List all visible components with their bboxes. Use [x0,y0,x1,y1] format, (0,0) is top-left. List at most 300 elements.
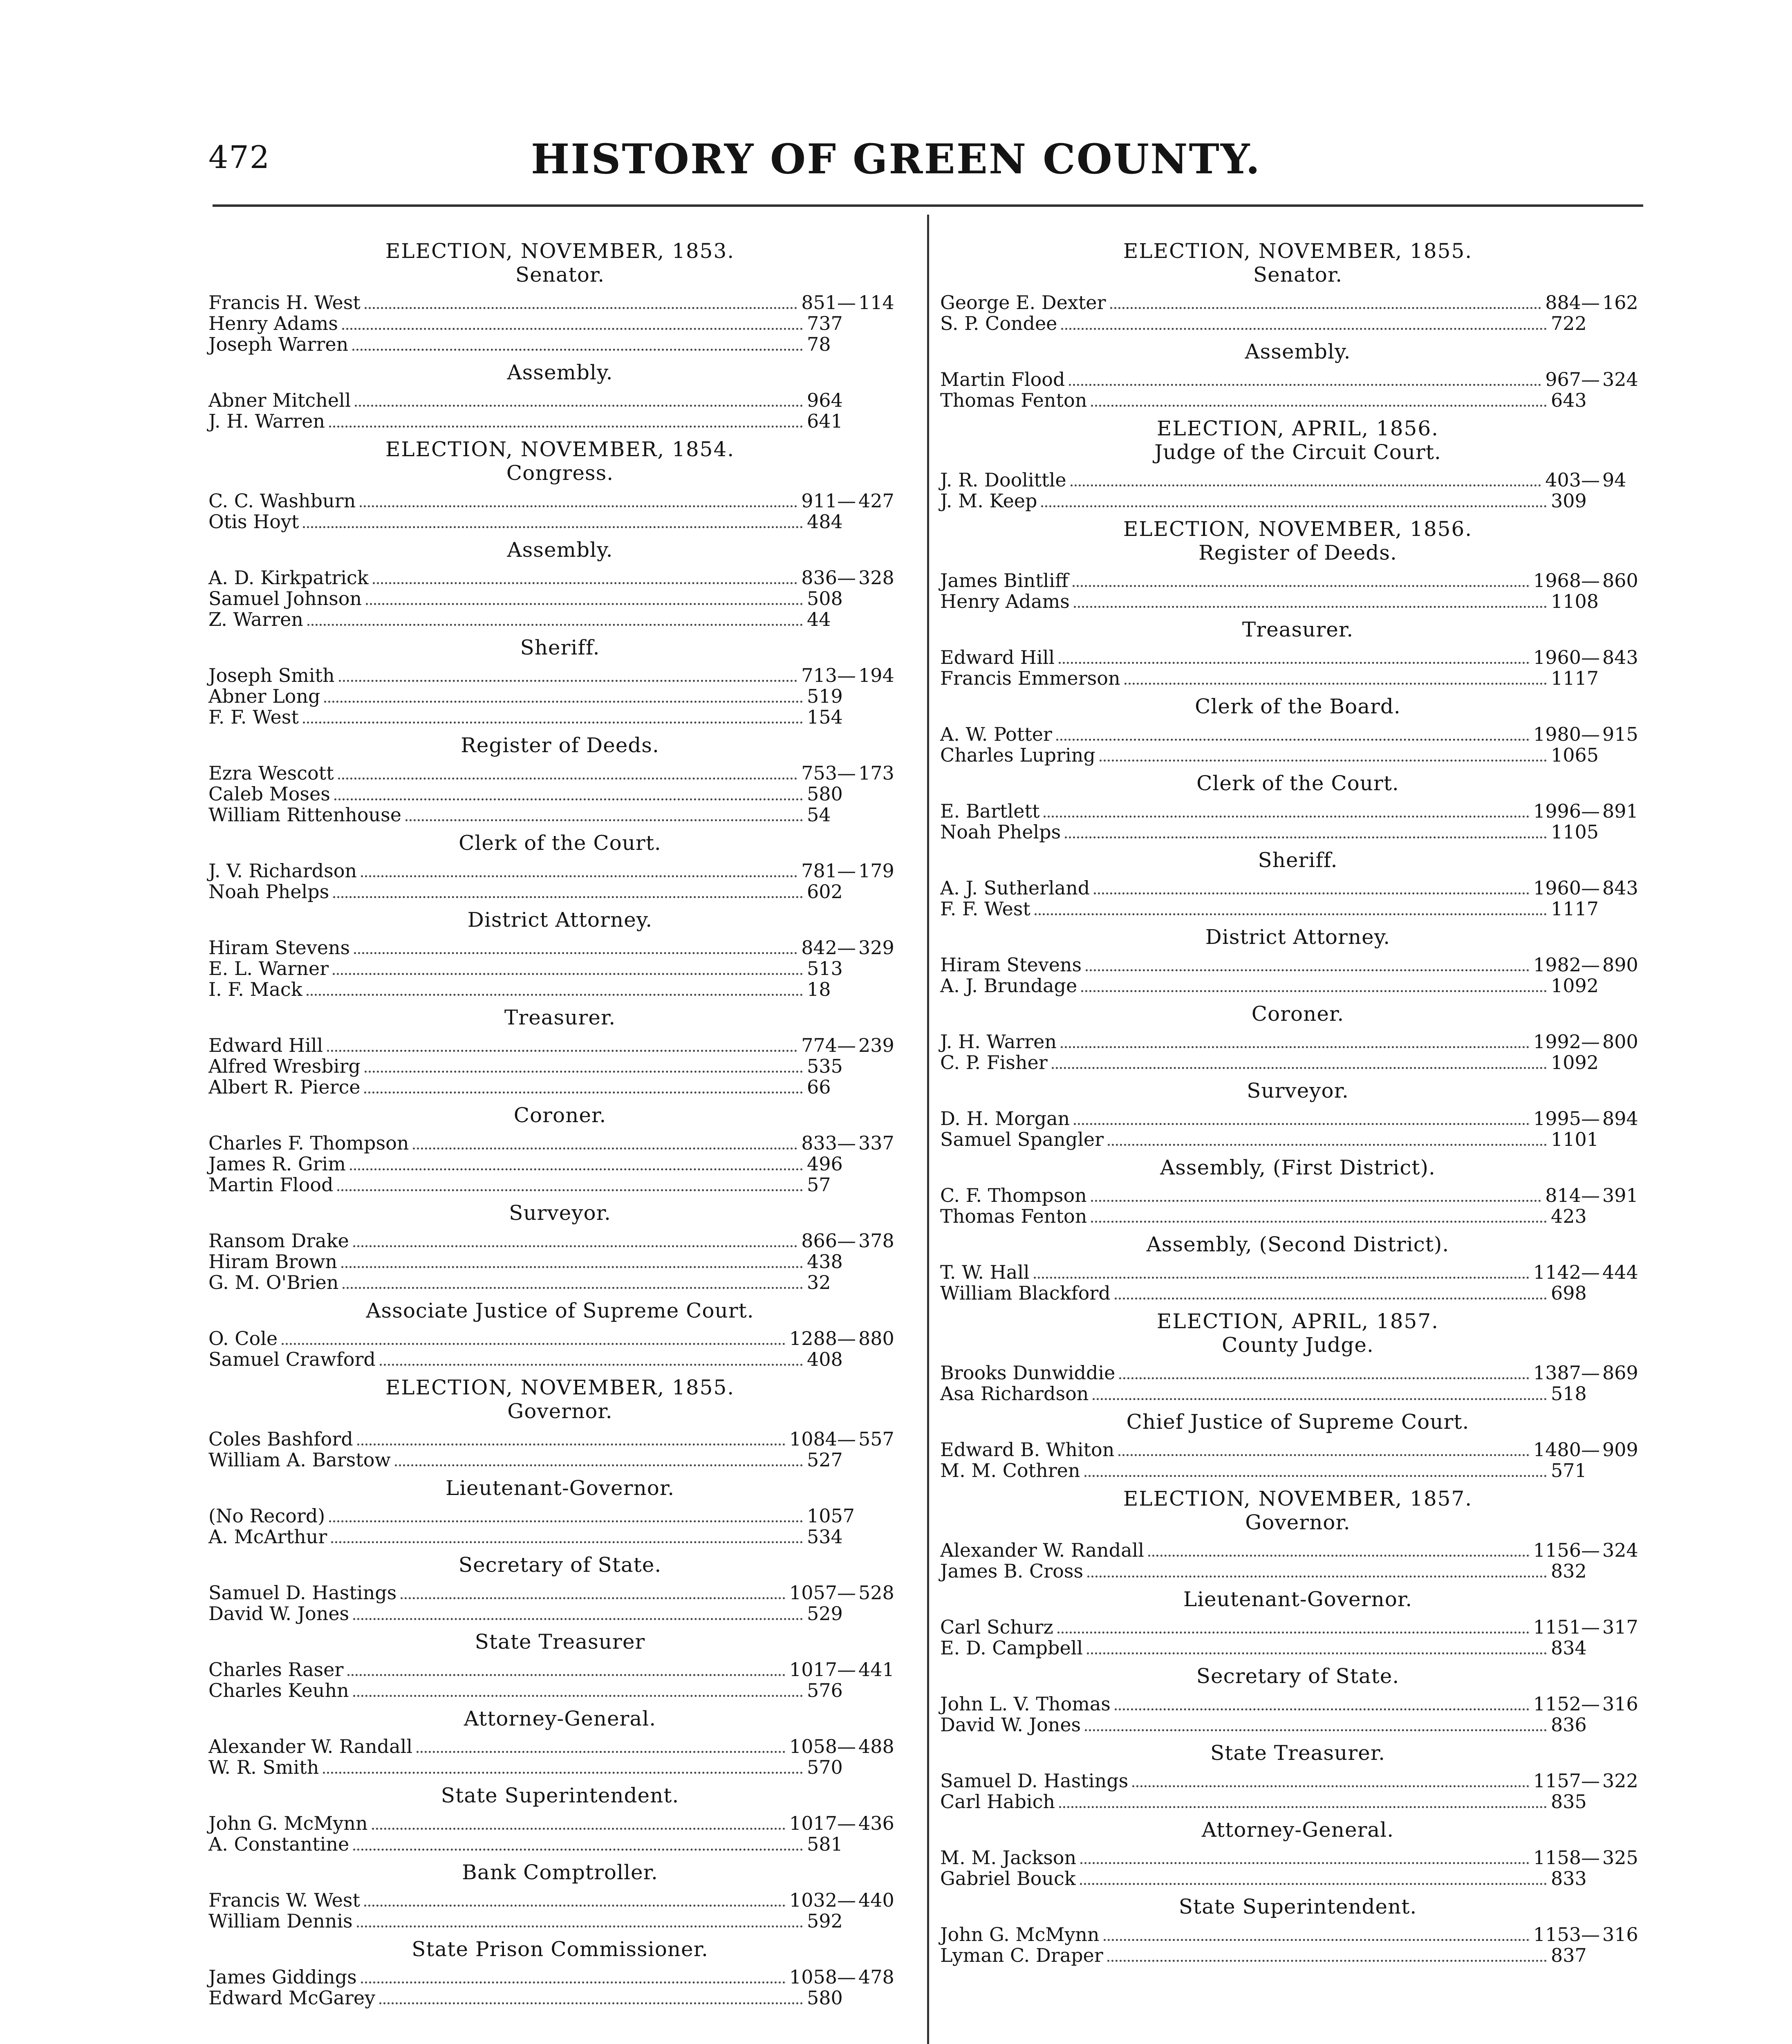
vote-count: 753— [801,762,856,784]
vote-count: 518 [1551,1383,1587,1405]
dot-leader [282,1337,785,1345]
majority-count: 441 [858,1659,894,1681]
candidate-row [940,1108,1655,1129]
candidate-name: James Bintliff [940,569,1068,592]
candidate-name: Samuel D. Hastings [940,1770,1129,1792]
office-heading: Coroner. [1251,1002,1344,1026]
election-heading: ELECTION, NOVEMBER, 1857. [1123,1487,1473,1511]
candidate-name: Carl Habich [940,1791,1055,1813]
dot-leader [1110,301,1541,309]
office-heading: Sheriff. [1258,848,1338,872]
vote-count: 866— [801,1230,856,1252]
candidate-row [208,937,912,958]
candidate-name: Francis W. West [208,1889,360,1911]
vote-count: 1156— [1533,1539,1600,1561]
dot-leader [303,716,803,724]
vote-count: 737 [807,312,843,334]
candidate-name: A. Constantine [208,1833,349,1855]
dot-leader [361,870,797,877]
vote-count: 1117 [1551,667,1599,689]
candidate-row [940,570,1655,591]
vote-count: 835 [1551,1791,1587,1813]
candidate-row [940,647,1655,668]
candidate-row [208,707,912,728]
candidate-row [940,1924,1655,1945]
candidate-name: Joseph Warren [208,333,349,355]
vote-count: 408 [807,1348,843,1370]
vote-count: 1108 [1551,590,1599,612]
vote-count: 1996— [1533,800,1600,822]
vote-count: 1152— [1533,1693,1600,1715]
dot-leader [347,1668,785,1676]
dot-leader [353,1239,797,1247]
candidate-name: Alexander W. Randall [940,1539,1144,1561]
dot-leader [401,1591,785,1599]
candidate-row [940,899,1655,919]
candidate-name: David W. Jones [940,1714,1081,1736]
vote-count: 837 [1551,1944,1587,1966]
candidate-name: James R. Grim [208,1153,346,1175]
office-heading: Surveyor. [1247,1079,1349,1103]
dot-leader [338,772,797,780]
office-heading: Judge of the Circuit Court. [1154,440,1441,464]
candidate-row [208,665,912,686]
candidate-row [940,1868,1655,1889]
candidate-row [940,1262,1655,1283]
majority-count: 378 [858,1230,894,1252]
candidate-name: I. F. Mack [208,978,302,1000]
dot-leader [395,1459,803,1466]
candidate-row [208,1659,912,1680]
candidate-name: Edward Hill [208,1034,323,1056]
candidate-name: J. H. Warren [208,410,325,432]
candidate-name: Abner Long [208,685,320,707]
candidate-row [208,1680,912,1701]
dot-leader [1041,500,1547,507]
candidate-row [940,1383,1655,1404]
vote-count: 1057 [807,1505,855,1527]
dot-leader [1119,1372,1529,1379]
dot-leader [379,1997,803,2004]
vote-count: 44 [807,608,831,630]
candidate-name: Ransom Drake [208,1230,349,1252]
vote-count: 1982— [1533,954,1600,976]
candidate-row [940,1460,1655,1481]
vote-count: 781— [801,860,856,882]
office-heading: Clerk of the Board. [1195,695,1401,718]
office-heading: State Prison Commissioner. [412,1937,708,1961]
candidate-row [208,1133,912,1154]
majority-count: 325 [1602,1847,1638,1869]
majority-count: 239 [858,1034,894,1056]
candidate-row [208,313,912,334]
vote-count: 592 [807,1910,843,1932]
candidate-row [208,1429,912,1450]
candidate-row [208,1056,912,1077]
candidate-name: Alexander W. Randall [208,1735,412,1757]
candidate-name: J. R. Doolittle [940,469,1066,491]
candidate-name: James B. Cross [940,1560,1084,1582]
office-heading: Assembly. [507,361,613,384]
dot-leader [1091,399,1547,407]
majority-count: 488 [858,1735,894,1757]
candidate-name: M. M. Cothren [940,1459,1080,1481]
vote-count: 836— [801,567,856,589]
candidate-row [208,390,912,411]
dot-leader [337,1183,803,1191]
candidate-row [208,511,912,532]
majority-count: 909 [1602,1439,1638,1461]
candidate-name: John L. V. Thomas [940,1693,1111,1715]
office-heading: Senator. [515,263,605,287]
majority-count: 316 [1602,1693,1638,1715]
majority-count: 557 [858,1428,894,1450]
candidate-row [940,745,1655,766]
candidate-name: Charles F. Thompson [208,1132,409,1154]
dot-leader [372,1822,785,1830]
vote-count: 576 [807,1679,843,1701]
candidate-name: Samuel Spangler [940,1128,1104,1150]
candidate-row [208,1506,912,1526]
candidate-row [208,979,912,1000]
election-heading: ELECTION, NOVEMBER, 1855. [385,1376,735,1399]
candidate-name: William Blackford [940,1282,1111,1304]
majority-count: 843 [1602,646,1638,668]
office-heading: State Superintendent. [1178,1895,1417,1918]
vote-count: 967— [1545,368,1600,390]
office-heading: Treasurer. [1242,618,1354,641]
candidate-row [208,1450,912,1470]
vote-count: 1017— [789,1659,856,1681]
dot-leader [417,1745,785,1753]
dot-leader [361,1976,785,1983]
candidate-row [208,588,912,609]
candidate-row [940,1561,1655,1582]
office-heading: Treasurer. [504,1006,616,1029]
majority-count: 800 [1602,1031,1638,1053]
candidate-name: Hiram Stevens [208,937,350,959]
vote-count: 1065 [1551,744,1599,766]
office-heading: Assembly, (Second District). [1146,1233,1449,1256]
candidate-name: Edward B. Whiton [940,1439,1115,1461]
candidate-name: George E. Dexter [940,291,1106,314]
dot-leader [1091,1194,1541,1202]
candidate-row [208,763,912,784]
vote-count: 484 [807,511,843,533]
dot-leader [1044,810,1529,818]
candidate-row [940,470,1655,491]
dot-leader [1035,908,1547,915]
candidate-row [208,1603,912,1624]
candidate-row [208,1813,912,1834]
office-heading: Attorney-General. [1201,1818,1394,1842]
dot-leader [353,1689,803,1697]
candidate-name: Asa Richardson [940,1383,1089,1405]
dot-leader [413,1142,797,1150]
candidate-row [208,861,912,881]
candidate-name: C. C. Washburn [208,490,356,512]
office-heading: Assembly, (First District). [1160,1156,1436,1179]
vote-count: 1032— [789,1889,856,1911]
dot-leader [1080,1856,1529,1864]
candidate-name: Albert R. Pierce [208,1076,361,1098]
candidate-row [208,881,912,902]
dot-leader [1081,984,1547,992]
office-heading: State Treasurer [475,1630,645,1654]
candidate-row [208,958,912,979]
dot-leader [352,343,803,351]
majority-count: 173 [858,762,894,784]
election-heading: ELECTION, NOVEMBER, 1855. [1123,239,1473,263]
election-heading: ELECTION, NOVEMBER, 1854. [385,437,735,461]
vote-count: 513 [807,957,843,979]
candidate-name: Otis Hoyt [208,511,299,533]
majority-count: 316 [1602,1923,1638,1945]
dot-leader [331,1535,803,1543]
dot-leader [1052,1061,1547,1069]
candidate-name: Alfred Wresbirg [208,1055,361,1077]
candidate-row [208,1349,912,1370]
office-heading: Attorney-General. [464,1707,656,1730]
vote-count: 508 [807,587,843,610]
candidate-name: Samuel Johnson [208,587,362,610]
dot-leader [1061,322,1547,330]
dot-leader [1094,887,1529,894]
candidate-row [940,1439,1655,1460]
dot-leader [1080,1877,1547,1885]
candidate-name: Ezra Wescott [208,762,334,784]
election-heading: ELECTION, NOVEMBER, 1853. [385,239,735,263]
vote-count: 1995— [1533,1107,1600,1130]
candidate-name: Carl Schurz [940,1616,1053,1638]
office-heading: Coroner. [513,1103,607,1127]
candidate-name: Noah Phelps [940,821,1061,843]
right-column [940,239,1655,1966]
majority-count: 890 [1602,954,1638,976]
vote-count: 580 [807,783,843,805]
dot-leader [1059,1800,1547,1808]
vote-count: 1058— [789,1966,856,1988]
majority-count: 915 [1602,723,1638,745]
dot-leader [350,1163,803,1170]
candidate-name: G. M. O'Brien [208,1271,339,1293]
office-heading: Secretary of State. [1196,1664,1400,1688]
candidate-name: Lyman C. Draper [940,1944,1103,1966]
candidate-name: J. H. Warren [940,1031,1057,1053]
majority-count: 391 [1602,1184,1638,1206]
vote-count: 423 [1551,1205,1587,1227]
dot-leader [1084,1469,1547,1477]
election-heading: ELECTION, NOVEMBER, 1856. [1123,517,1473,541]
vote-count: 534 [807,1526,843,1548]
dot-leader [333,967,803,975]
candidate-name: William Rittenhouse [208,804,401,826]
candidate-name: A. J. Brundage [940,975,1077,997]
candidate-row [940,1617,1655,1638]
candidate-row [940,1283,1655,1304]
vote-count: 1480— [1533,1439,1600,1461]
candidate-row [940,1771,1655,1791]
vote-count: 581 [807,1833,843,1855]
candidate-name: C. P. Fisher [940,1051,1048,1074]
dot-leader [1074,600,1547,608]
candidate-name: Noah Phelps [208,881,329,903]
candidate-row [208,1834,912,1855]
candidate-name: John G. McMynn [208,1812,368,1834]
vote-count: 602 [807,881,843,903]
candidate-row [208,567,912,588]
vote-count: 570 [807,1756,843,1778]
candidate-row [940,1363,1655,1383]
dot-leader [1087,1647,1547,1654]
candidate-row [940,822,1655,843]
vote-count: 571 [1551,1459,1587,1481]
majority-count: 894 [1602,1107,1638,1130]
left-column [208,239,912,2008]
candidate-row [940,369,1655,390]
candidate-name: Coles Bashford [208,1428,353,1450]
vote-count: 643 [1551,389,1587,411]
vote-count: 833 [1551,1867,1587,1889]
majority-count: 444 [1602,1261,1638,1283]
candidate-name: M. M. Jackson [940,1847,1077,1869]
candidate-row [940,1540,1655,1561]
dot-leader [366,597,803,605]
vote-count: 309 [1551,490,1587,512]
candidate-row [940,1052,1655,1073]
majority-count: 194 [858,664,894,686]
candidate-name: Martin Flood [208,1174,334,1196]
candidate-name: A. McArthur [208,1526,327,1548]
candidate-row [208,1582,912,1603]
majority-count: 324 [1602,368,1638,390]
dot-leader [380,1358,803,1366]
candidate-row [940,801,1655,822]
candidate-name: Gabriel Bouck [940,1867,1076,1889]
vote-count: 884— [1545,291,1600,314]
dot-leader [1034,1271,1529,1279]
dot-leader [1124,677,1547,685]
candidate-name: John G. McMynn [940,1923,1100,1945]
dot-leader [1057,1626,1529,1634]
office-heading: Assembly. [507,538,613,562]
office-heading: District Attorney. [1205,925,1391,949]
office-heading: Associate Justice of Supreme Court. [366,1299,754,1322]
majority-count: 427 [858,490,894,512]
vote-count: 527 [807,1449,843,1471]
dot-leader [1093,1392,1547,1400]
candidate-name: Hiram Brown [208,1251,337,1273]
vote-count: 438 [807,1251,843,1273]
candidate-name: Henry Adams [940,590,1070,612]
vote-count: 1968— [1533,569,1600,592]
office-heading: Lieutenant-Governor. [445,1476,675,1500]
office-heading: Secretary of State. [458,1553,662,1577]
candidate-row [208,686,912,707]
candidate-row [940,313,1655,334]
candidate-name: Caleb Moses [208,783,330,805]
candidate-row [208,1890,912,1911]
majority-count: 869 [1602,1362,1638,1384]
dot-leader [1118,1448,1529,1456]
vote-count: 1288— [789,1327,856,1349]
office-heading: Governor. [1245,1511,1351,1534]
candidate-row [208,1988,912,2008]
dot-leader [334,793,803,800]
majority-count: 324 [1602,1539,1638,1561]
candidate-row [940,975,1655,996]
dot-leader [353,1612,803,1620]
dot-leader [1056,733,1529,741]
vote-count: 1158— [1533,1847,1600,1869]
page-header [0,135,1792,184]
dot-leader [1107,1954,1547,1962]
candidate-name: Abner Mitchell [208,389,351,411]
vote-count: 964 [807,389,843,411]
vote-count: 851— [801,291,856,314]
candidate-name: Joseph Smith [208,664,335,686]
dot-leader [1087,1570,1547,1578]
dot-leader [1071,479,1541,486]
dot-leader [1074,1117,1529,1125]
vote-count: 842— [801,937,856,959]
candidate-row [208,334,912,355]
vote-count: 32 [807,1271,831,1293]
majority-count: 329 [858,937,894,959]
dot-leader [341,1260,803,1268]
majority-count: 114 [858,291,894,314]
candidate-row [208,1077,912,1098]
dot-leader [355,399,803,407]
candidate-name: Hiram Stevens [940,954,1082,976]
office-heading: State Treasurer. [1210,1741,1386,1765]
office-heading: Sheriff. [520,636,600,659]
election-heading: ELECTION, APRIL, 1857. [1156,1309,1439,1333]
candidate-name: Martin Flood [940,368,1065,390]
dot-leader [1148,1549,1529,1557]
dot-leader [373,576,797,584]
candidate-row [208,609,912,630]
candidate-row [208,1967,912,1988]
vote-count: 774— [801,1034,856,1056]
candidate-row [940,1847,1655,1868]
majority-count: 440 [858,1889,894,1911]
dot-leader [364,1086,803,1094]
majority-count: 891 [1602,800,1638,822]
majority-count: 880 [858,1327,894,1349]
candidate-row [940,878,1655,899]
candidate-row [208,1526,912,1547]
majority-count: 162 [1602,291,1638,314]
office-heading: Register of Deeds. [461,733,659,757]
office-heading: County Judge. [1222,1333,1374,1357]
candidate-row [940,390,1655,411]
candidate-row [208,1736,912,1757]
office-heading: State Superintendent. [441,1784,679,1807]
header-rule [213,204,1643,207]
candidate-name: Francis H. West [208,291,361,314]
vote-count: 1992— [1533,1031,1600,1053]
candidate-name: C. F. Thompson [940,1184,1087,1206]
majority-count: 528 [858,1582,894,1604]
vote-count: 911— [801,490,856,512]
majority-count: 322 [1602,1770,1638,1792]
dot-leader [365,301,797,309]
candidate-name: W. R. Smith [208,1756,319,1778]
dot-leader [1061,1040,1529,1048]
dot-leader [327,1044,797,1052]
vote-count: 1092 [1551,975,1599,997]
